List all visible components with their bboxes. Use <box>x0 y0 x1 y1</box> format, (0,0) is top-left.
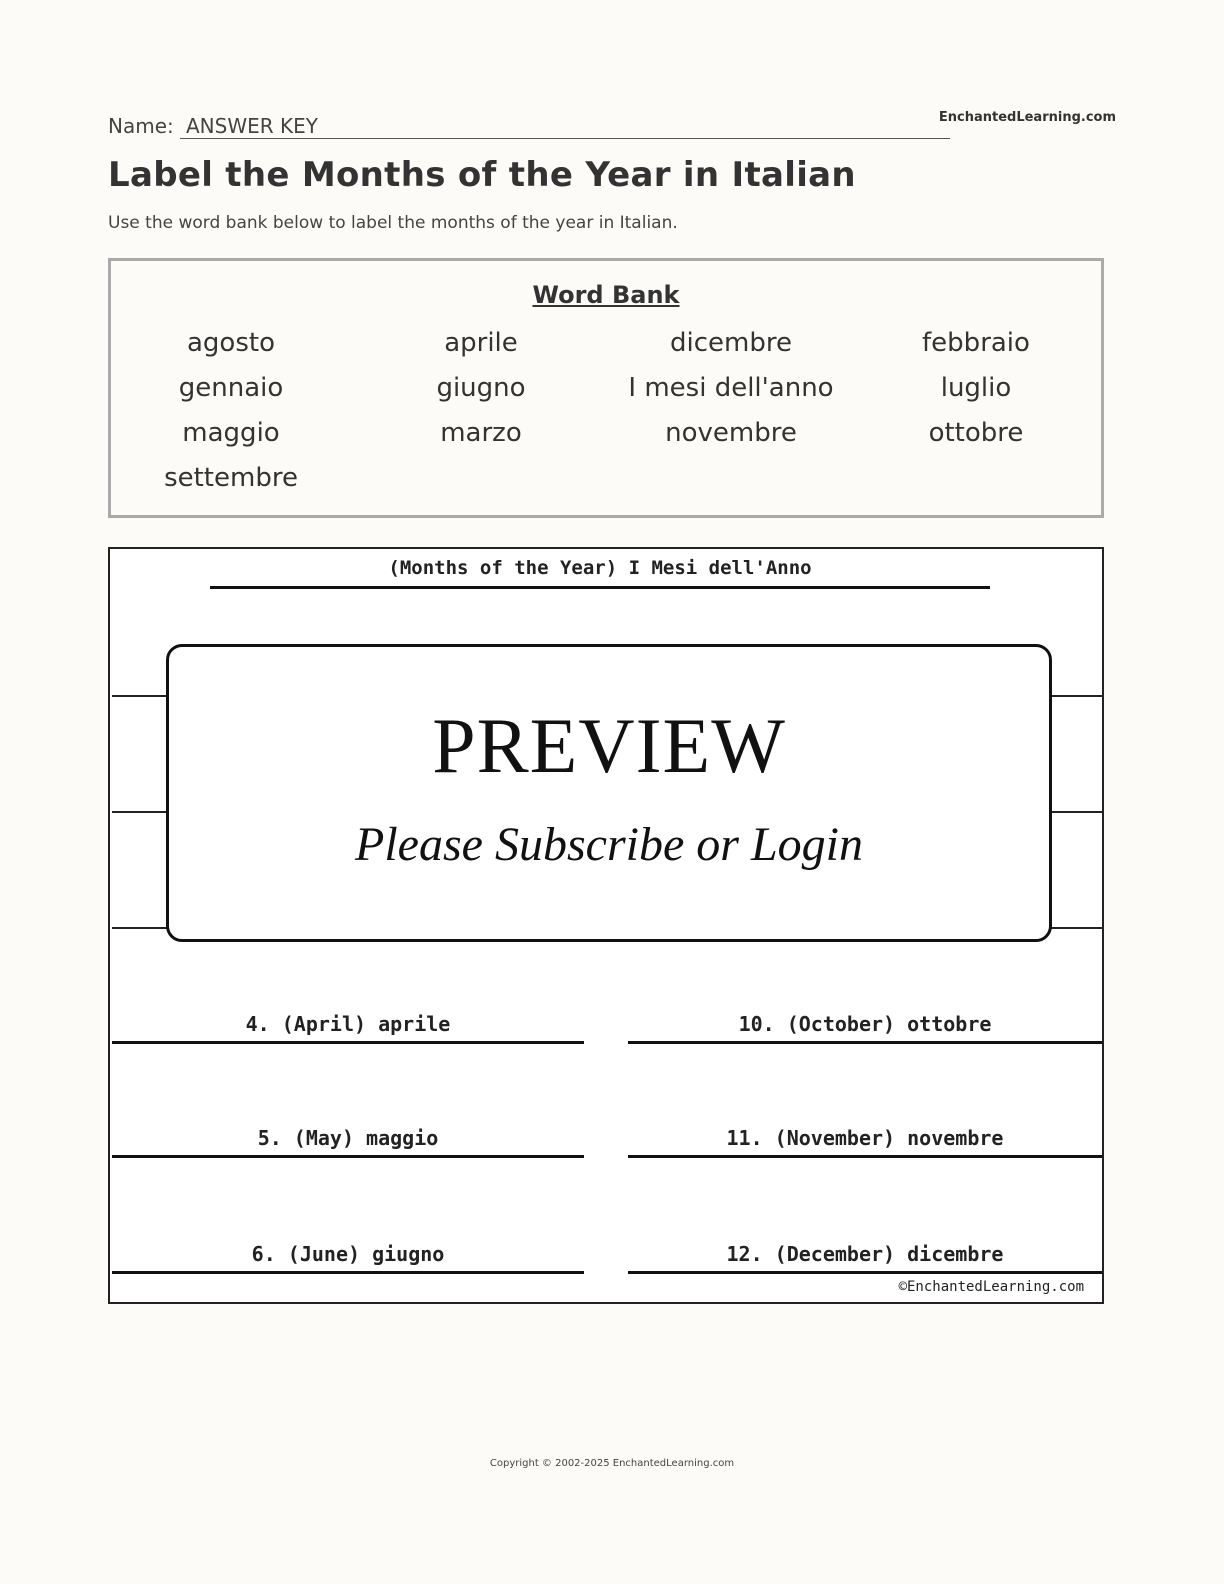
instructions: Use the word bank below to label the months of the year in Italian. <box>108 213 678 233</box>
answer-label: 5. (May) maggio <box>112 1122 584 1158</box>
word-bank-word: ottobre <box>928 418 1024 448</box>
answer-label: 10. (October) ottobre <box>628 1008 1102 1044</box>
word-bank-word: marzo <box>440 418 522 448</box>
worksheet-image <box>108 547 1104 1304</box>
word-bank-title: Word Bank <box>532 281 680 309</box>
answer-line-left <box>112 695 168 697</box>
answer-label: 6. (June) giugno <box>112 1238 584 1274</box>
word-bank-word: luglio <box>940 373 1012 403</box>
answer-label: 11. (November) novembre <box>628 1122 1102 1158</box>
word-bank-word: giugno <box>436 373 526 403</box>
preview-overlay[interactable] <box>166 644 1052 942</box>
answer-line-left <box>112 811 168 813</box>
answer-label: 4. (April) aprile <box>112 1008 584 1044</box>
word-bank-word: aprile <box>444 328 518 358</box>
answer-line-left <box>112 927 168 929</box>
word-bank-word: febbraio <box>922 328 1030 358</box>
word-bank-word: gennaio <box>178 373 284 403</box>
answer-label: 12. (December) dicembre <box>628 1238 1102 1274</box>
name-row <box>108 108 1116 142</box>
preview-title: PREVIEW <box>432 702 786 789</box>
preview-subtitle: Please Subscribe or Login <box>355 818 863 871</box>
page-title: Label the Months of the Year in Italian <box>108 155 856 195</box>
word-bank-grid <box>111 325 1101 496</box>
word-bank-word: settembre <box>164 463 298 493</box>
word-bank-word: I mesi dell'anno <box>628 373 834 403</box>
word-bank-word: novembre <box>665 418 797 448</box>
site-logo[interactable]: EnchantedLearning.com <box>938 110 1116 125</box>
worksheet-copyright: ©EnchantedLearning.com <box>898 1279 1084 1295</box>
answer-line-right <box>1050 811 1104 813</box>
footer-copyright: Copyright © 2002-2025 EnchantedLearning.com <box>489 1458 735 1469</box>
worksheet-title: (Months of the Year) I Mesi dell'Anno <box>210 555 990 589</box>
word-bank-word: dicembre <box>670 328 792 358</box>
name-value: ANSWER KEY <box>186 114 318 138</box>
word-bank-word: agosto <box>187 328 275 358</box>
answer-line-right <box>1050 695 1104 697</box>
word-bank-word: maggio <box>182 418 280 448</box>
name-label: Name: <box>108 114 174 138</box>
word-bank <box>108 258 1104 518</box>
answer-line-right <box>1050 927 1104 929</box>
